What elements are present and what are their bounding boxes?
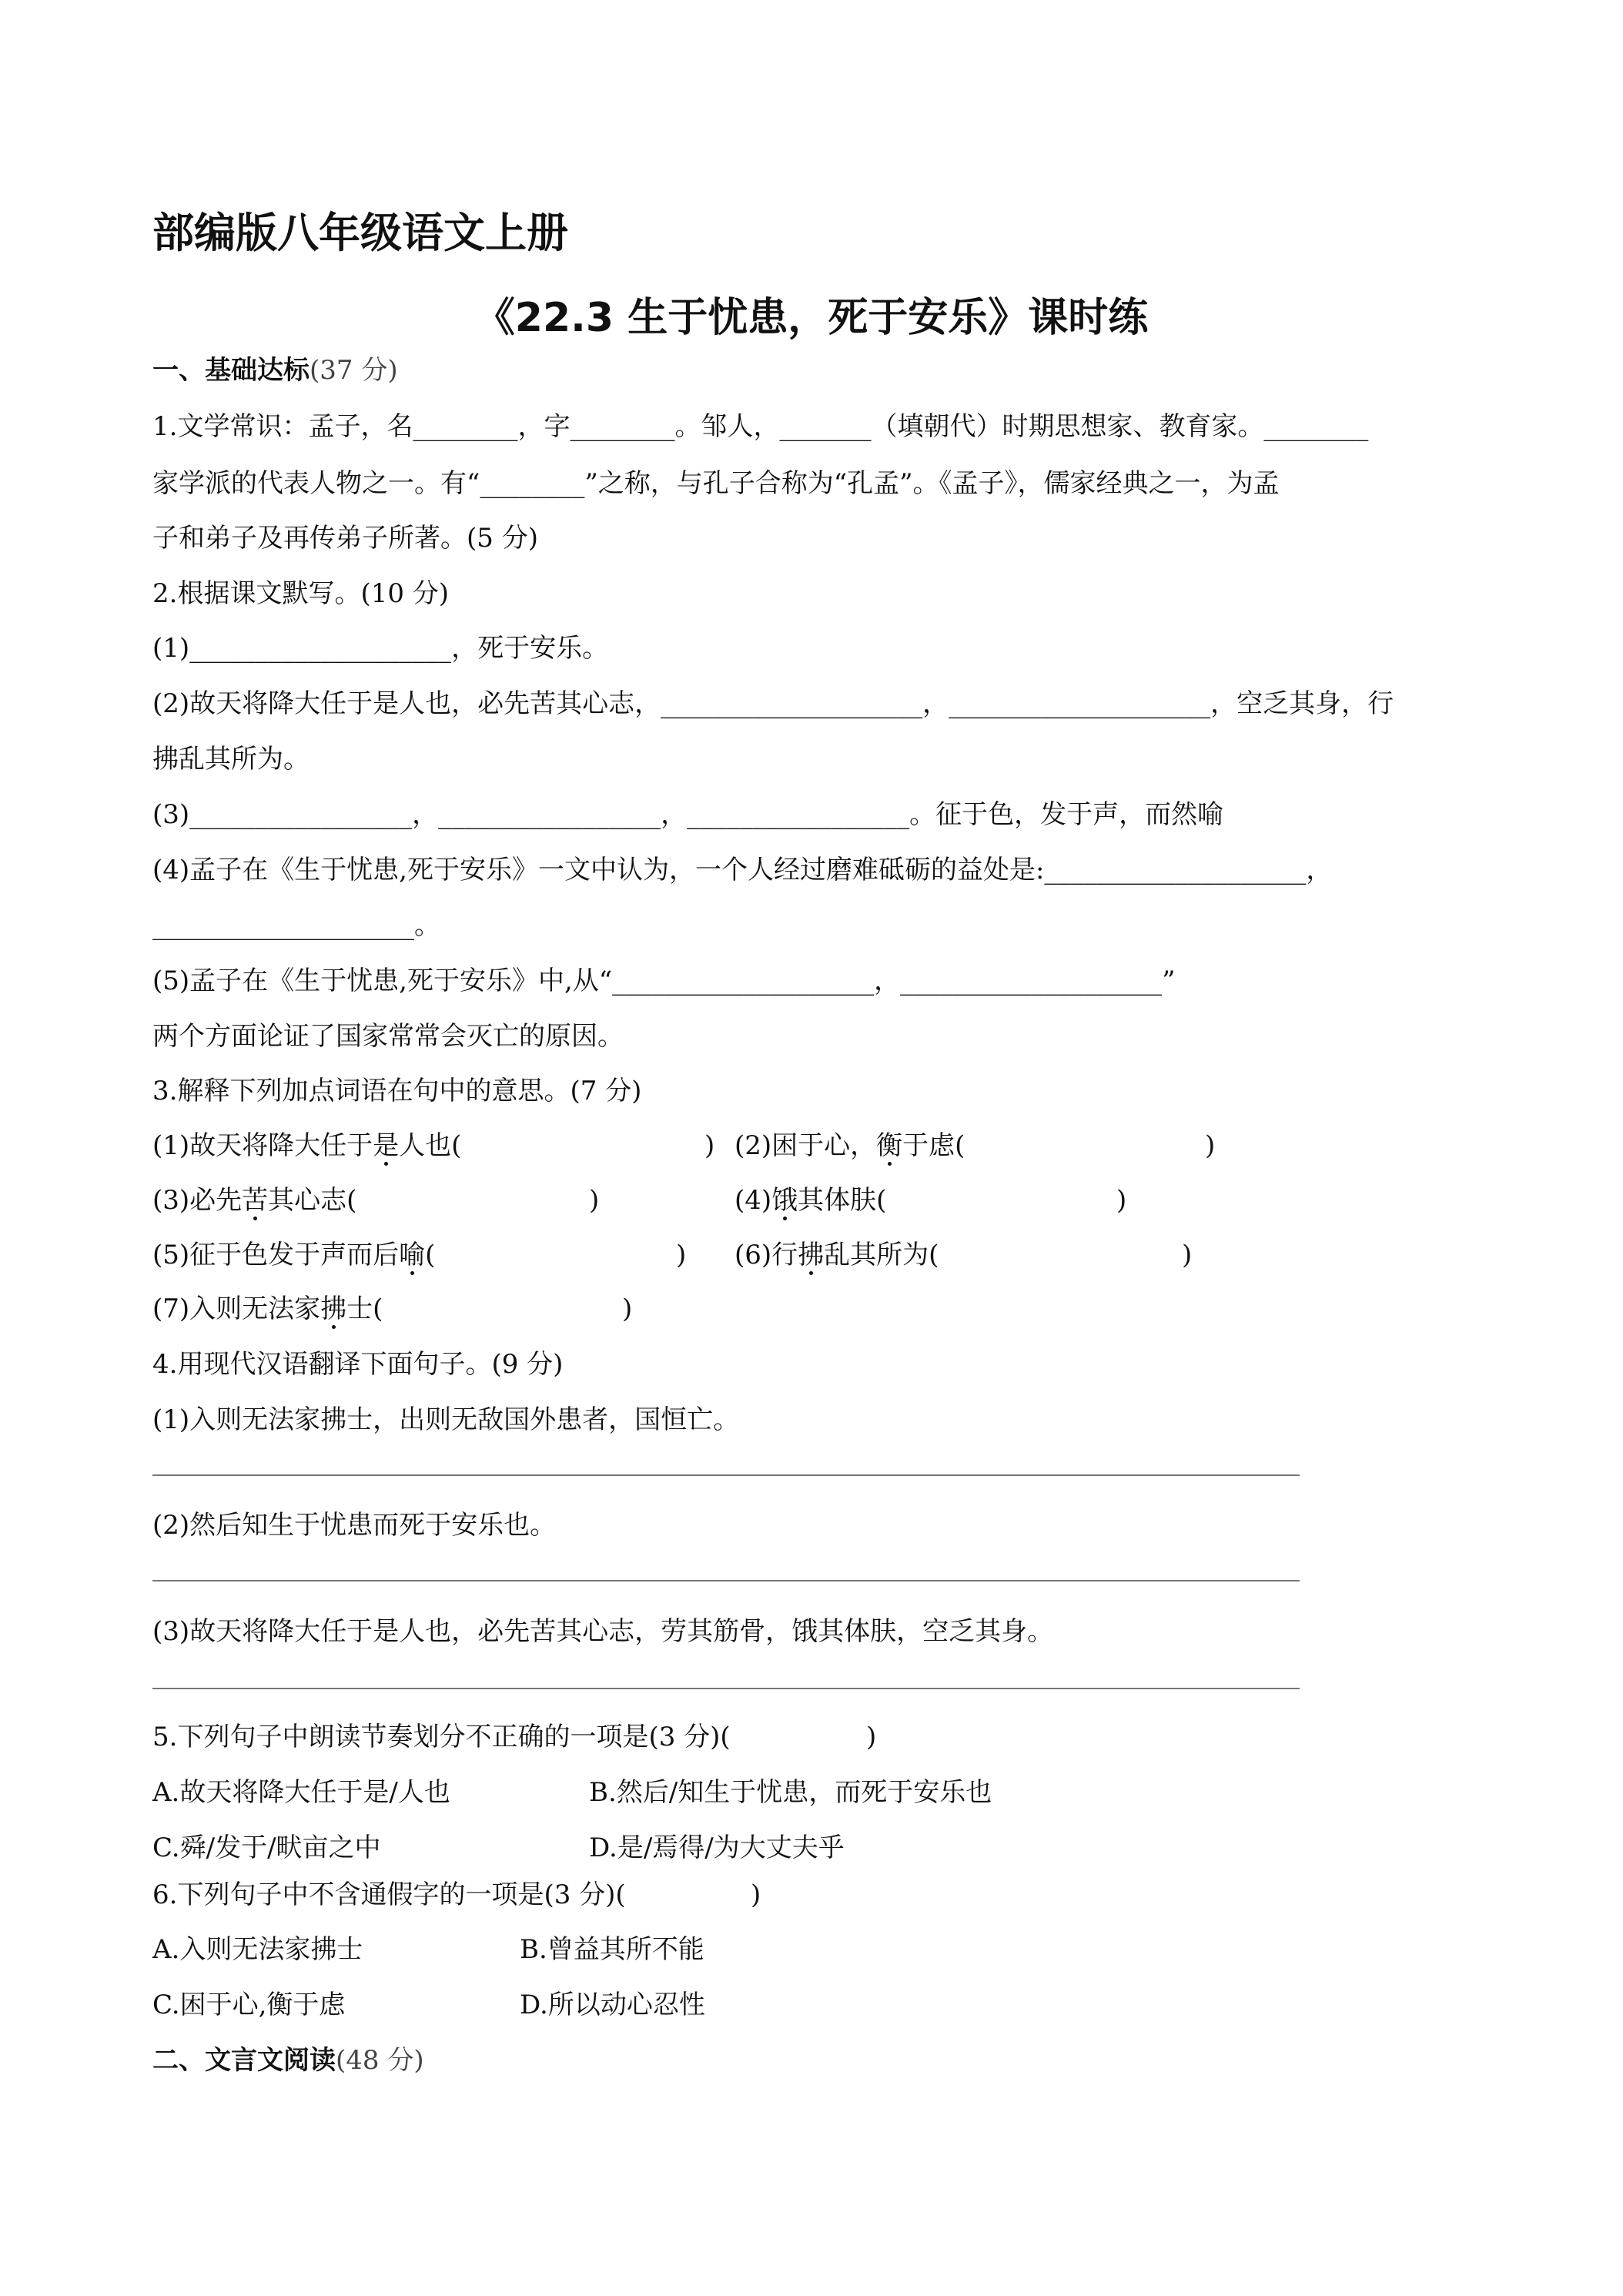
q3-item-6-text: (6)行 <box>735 1240 798 1270</box>
q6-option-b: B.曾益其所不能 <box>520 1934 704 1965</box>
q3-item-7-close: ) <box>622 1294 633 1324</box>
q2-item-2-line-2: 拂乱其所为。 <box>152 744 310 775</box>
q6-option-d: D.所以动心忍性 <box>520 1990 705 2020</box>
q5-stem: 5.下列句子中朗读节奏划分不正确的一项是(3 分)( <box>152 1722 731 1752</box>
q6-option-a: A.入则无法家拂士 <box>152 1934 363 1965</box>
q3-item-6 <box>735 1237 939 1274</box>
section-2-heading <box>152 2042 424 2079</box>
q3-item-2 <box>735 1127 965 1164</box>
q3-item-5-text-post: ( <box>425 1240 436 1270</box>
q3-item-7-text-post: 士( <box>346 1294 383 1324</box>
q3-item-2-text-post: 于虑( <box>902 1130 965 1161</box>
q4-item-1: (1)入则无法家拂士，出则无敌国外患者，国恒亡。 <box>152 1404 740 1435</box>
q3-item-5-text: (5)征于色发于声而后 <box>152 1240 400 1270</box>
q3-item-3 <box>152 1182 356 1219</box>
q2-item-5-line-1: (5)孟子在《生于忧患,死于安乐》中,从“____________________，____________________” <box>152 966 1176 996</box>
q3-item-5 <box>152 1237 435 1274</box>
q3-item-1-dotted-word: 是 <box>373 1130 400 1161</box>
q5-option-c: C.舜/发于/畎亩之中 <box>152 1832 381 1863</box>
q3-item-7 <box>152 1290 383 1327</box>
section-1-label: 一、基础达标 <box>152 355 310 386</box>
q3-item-3-close: ) <box>589 1185 600 1216</box>
section-1-heading <box>152 352 398 389</box>
section-1-score: (37 分) <box>310 355 398 386</box>
q5-option-b: B.然后/知生于忧患，而死于安乐也 <box>589 1777 992 1808</box>
q3-item-6-close: ) <box>1182 1240 1193 1270</box>
q6-stem-close: ) <box>751 1879 761 1910</box>
q3-item-1-close: ) <box>704 1130 715 1161</box>
q3-item-3-text-post: 其心志( <box>268 1185 357 1216</box>
section-2-label: 二、文言文阅读 <box>152 2045 336 2076</box>
q3-item-6-text-post: 乱其所为( <box>824 1240 939 1270</box>
q1-line-1: 1.文学常识：孟子，名________，字________。邹人，_______（填朝代）时期思想家、教育家。________ <box>152 411 1369 442</box>
q5-stem-close: ) <box>866 1722 877 1752</box>
q1-line-2: 家学派的代表人物之一。有“________”之称，与孔子合称为“孔孟”。《孟子》，儒家经典之一，为孟 <box>152 468 1280 499</box>
q3-item-2-dotted-word: 衡 <box>876 1130 903 1161</box>
q3-item-4-close: ) <box>1116 1185 1127 1216</box>
q2-item-2-line-1: (2)故天将降大任于是人也，必先苦其心志，____________________，____________________，空乏其身，行 <box>152 688 1394 719</box>
q2-stem: 2.根据课文默写。(10 分) <box>152 578 450 609</box>
q3-item-5-close: ) <box>676 1240 687 1270</box>
q3-stem: 3.解释下列加点词语在句中的意思。(7 分) <box>152 1076 642 1106</box>
q4-answer-line-2[interactable] <box>152 1580 1300 1581</box>
q4-answer-line-1[interactable] <box>152 1474 1300 1476</box>
q3-item-3-text: (3)必先 <box>152 1185 243 1216</box>
q3-item-4 <box>735 1182 886 1219</box>
q2-item-5-line-2: 两个方面论证了国家常常会灭亡的原因。 <box>152 1021 624 1052</box>
q6-option-c: C.困于心,衡于虑 <box>152 1990 346 2020</box>
q3-item-4-dotted-word: 饿 <box>771 1185 798 1216</box>
q3-item-7-text: (7)入则无法家 <box>152 1294 321 1324</box>
q4-item-3: (3)故天将降大任于是人也，必先苦其心志，劳其筋骨，饿其体肤，空乏其身。 <box>152 1616 1054 1647</box>
q3-item-1-text: (1)故天将降大任于 <box>152 1130 373 1161</box>
q3-item-2-close: ) <box>1205 1130 1216 1161</box>
q4-item-2: (2)然后知生于忧患而死于安乐也。 <box>152 1510 557 1541</box>
q3-item-7-dotted-word: 拂 <box>320 1294 347 1324</box>
q6-stem: 6.下列句子中不含通假字的一项是(3 分)( <box>152 1879 626 1910</box>
q3-item-4-text-post: 其体肤( <box>798 1185 887 1216</box>
q5-option-d: D.是/焉得/为大丈夫乎 <box>589 1832 845 1863</box>
q3-item-6-dotted-word: 拂 <box>798 1240 825 1270</box>
q3-item-1-text-post: 人也( <box>399 1130 462 1161</box>
q4-stem: 4.用现代汉语翻译下面句子。(9 分) <box>152 1349 564 1380</box>
q1-line-3: 子和弟子及再传弟子所著。(5 分) <box>152 523 538 554</box>
q3-item-3-dotted-word: 苦 <box>242 1185 269 1216</box>
q3-item-4-text: (4) <box>735 1185 772 1216</box>
q3-item-5-dotted-word: 喻 <box>399 1240 426 1270</box>
q2-item-3: (3)_________________，_________________，_________________。征于色，发于声，而然喻 <box>152 799 1224 830</box>
section-2-score: (48 分) <box>336 2045 424 2076</box>
q5-option-a: A.故天将降大任于是/人也 <box>152 1777 450 1808</box>
q2-item-1: (1)____________________，死于安乐。 <box>152 633 609 664</box>
q4-answer-line-3[interactable] <box>152 1688 1300 1689</box>
series-title: 部编版八年级语文上册 <box>152 209 568 257</box>
q2-item-4-line-1: (4)孟子在《生于忧患,死于安乐》一文中认为，一个人经过磨难砥砺的益处是:____________________， <box>152 855 1333 885</box>
q3-item-2-text: (2)困于心， <box>735 1130 877 1161</box>
q2-item-4-line-2: ____________________。 <box>152 910 440 941</box>
q3-item-1 <box>152 1127 461 1164</box>
lesson-title: 《22.3 生于忧患，死于安乐》课时练 <box>474 295 1149 341</box>
